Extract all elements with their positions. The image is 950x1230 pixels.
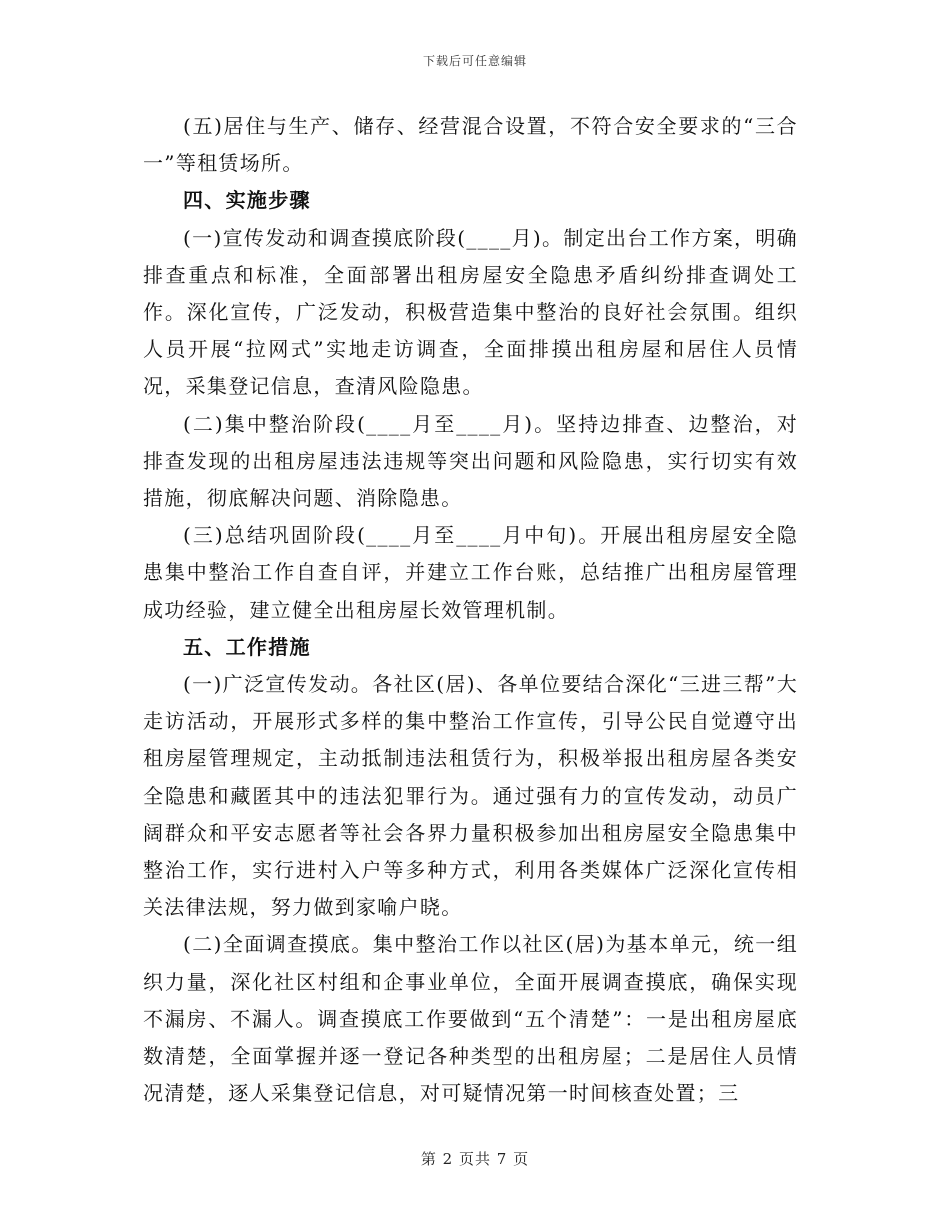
paragraph-measure-1: (一)广泛宣传发动。各社区(居)、各单位要结合深化“三进三帮”大走访活动，开展形式多样的集中整治工作宣传，引导公民自觉遵守出租房屋管理规定，主动抵制违法租赁行为，积极举报出租房屋各类安全隐患和藏匿其中的违法犯罪行为。通过强有力的宣传发动，动员广阔群众和平安志愿者等社会各界力量积极参加出租房屋安全隐患集中整治工作，实行进村入户等多种方式，利用各类媒体广泛深化宣传相关法律法规，努力做到家喻户晓。: [143, 672, 798, 920]
paragraph-step-1: (一)宣传发动和调查摸底阶段(____月)。制定出台工作方案，明确排查重点和标准，全面部署出租房屋安全隐患矛盾纠纷排查调处工作。深化宣传，广泛发动，积极营造集中整治的良好社会氛围。组织人员开展“拉网式”实地走访调查，全面排摸出租房屋和居住人员情况，采集登记信息，查清风险隐患。: [143, 225, 798, 399]
paragraph-item-5: (五)居住与生产、储存、经营混合设置，不符合安全要求的“三合一”等租赁场所。: [143, 114, 798, 176]
section-heading-steps: 四、实施步骤: [183, 188, 311, 213]
paragraph-step-3: (三)总结巩固阶段(____月至____月中旬)。开展出租房屋安全隐患集中整治工作自查自评，并建立工作台账，总结推广出租房屋管理成功经验，建立健全出租房屋长效管理机制。: [143, 523, 798, 622]
paragraph-measure-2: (二)全面调查摸底。集中整治工作以社区(居)为基本单元，统一组织力量，深化社区村组和企事业单位，全面开展调查摸底，确保实现不漏房、不漏人。调查摸底工作要做到“五个清楚”：一是出租房屋底数清楚，全面掌握并逐一登记各种类型的出租房屋；二是居住人员情况清楚，逐人采集登记信息，对可疑情况第一时间核查处置；三: [143, 932, 798, 1106]
page-header: 下载后可任意编辑: [422, 54, 527, 68]
paragraph-step-2: (二)集中整治阶段(____月至____月)。坚持边排查、边整治，对排查发现的出租房屋违法违规等突出问题和风险隐患，实行切实有效措施，彻底解决问题、消除隐患。: [143, 411, 798, 511]
page-footer: 第 2 页共 7 页: [420, 1150, 530, 1168]
document-body: [143, 108, 798, 1112]
section-heading-measures: 五、工作措施: [183, 634, 311, 659]
